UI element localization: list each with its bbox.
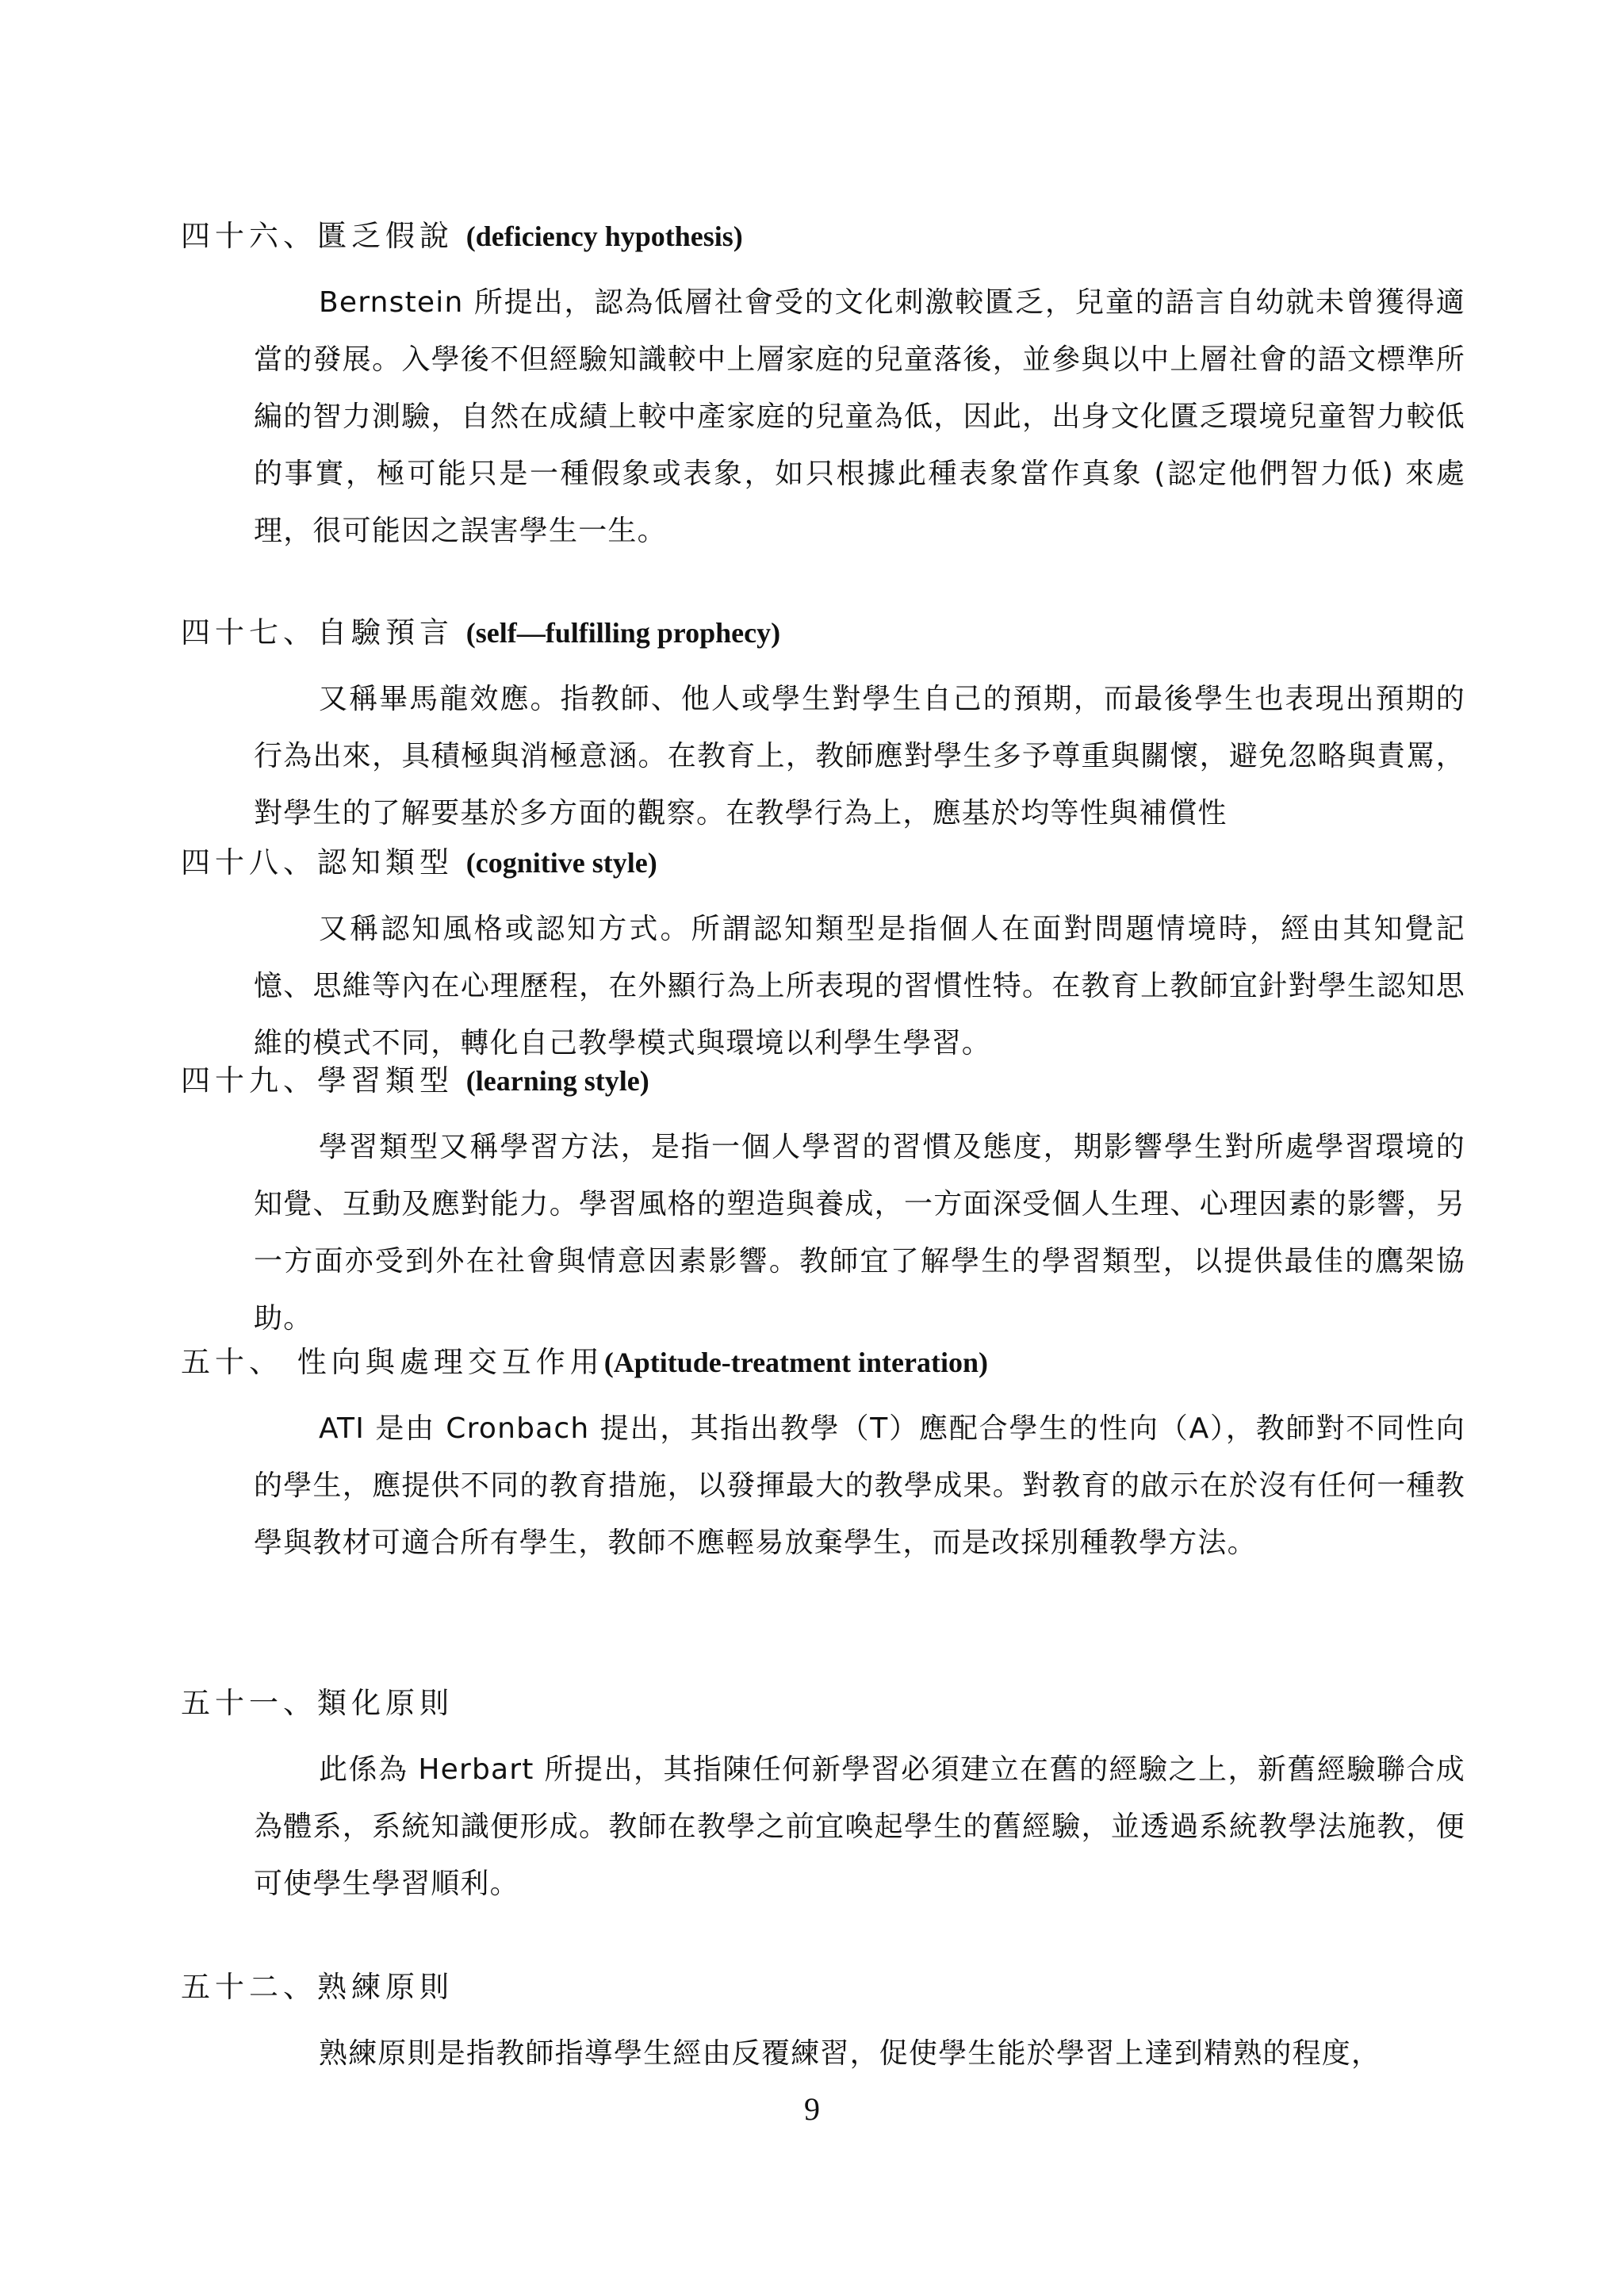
- heading-term: 四十九、學習類型: [181, 1063, 454, 1098]
- heading-english-term: (self—fulfilling prophecy): [465, 617, 781, 649]
- entry-paragraph: 學習類型又稱學習方法，是指一個人學習的習慣及態度，期影響學生對所處學習環境的知覺、互動及應對能力。學習風格的塑造與養成，一方面深受個人生理、心理因素的影響，另一方面亦受到外在社會與情意因素影響。教師宜了解學生的學習類型，以提供最佳的鷹架協助。: [254, 1131, 1465, 1335]
- heading-english-term: (learning style): [465, 1065, 649, 1097]
- entry-paragraph: 又稱畢馬龍效應。指教師、他人或學生對學生自己的預期，而最後學生也表現出預期的行為出來，具積極與消極意涵。在教育上，教師應對學生多予尊重與關懷，避免忽略與責罵，對學生的了解要基於多方面的觀察。在教學行為上，應基於均等性與補償性: [254, 683, 1465, 829]
- heading-english-term: (cognitive style): [465, 847, 657, 879]
- heading-term: 五十一、類化原則: [181, 1686, 454, 1720]
- entry-paragraph: 又稱認知風格或認知方式。所謂認知類型是指個人在面對問題情境時，經由其知覺記憶、思維等內在心理歷程，在外顯行為上所表現的習慣性特。在教育上教師宜針對學生認知思維的模式不同，轉化自己教學模式與環境以利學生學習。: [254, 913, 1465, 1059]
- entry-heading: [181, 214, 1465, 259]
- entry-46: [181, 214, 1465, 588]
- entry-50: [181, 1340, 1465, 1600]
- page-number: 9: [804, 2091, 820, 2127]
- entry-47: [181, 611, 1465, 871]
- heading-english-term: (deficiency hypothesis): [465, 220, 743, 252]
- entry-heading: [181, 1965, 1465, 2010]
- heading-term: 五十、 性向與處理交互作用: [181, 1345, 604, 1379]
- entry-heading: [181, 1059, 1465, 1103]
- entry-heading: [181, 1340, 1465, 1385]
- heading-term: 四十七、自驗預言: [181, 615, 454, 649]
- entry-paragraph: 熟練原則是指教師指導學生經由反覆練習，促使學生能於學習上達到精熟的程度，: [319, 2037, 1381, 2070]
- heading-term: 四十八、認知類型: [181, 845, 454, 879]
- entry-paragraph: 此係為 Herbart 所提出，其指陳任何新學習必須建立在舊的經驗之上，新舊經驗聯合成為體系，系統知識便形成。教師在教學之前宜喚起學生的舊經驗，並透過系統教學法施教，便可使學生學習順利。: [254, 1753, 1465, 1900]
- entry-heading: [181, 1681, 1465, 1726]
- heading-term: 四十六、匱乏假說: [181, 219, 454, 253]
- heading-english-term: (Aptitude-treatment interation): [603, 1347, 988, 1378]
- entry-paragraph: ATI 是由 Cronbach 提出，其指出教學（T）應配合學生的性向（A），教師對不同性向的學生，應提供不同的教育措施，以發揮最大的教學成果。對教育的啟示在於沒有任何一種教學與教材可適合所有學生，教師不應輕易放棄學生，而是改採別種教學方法。: [254, 1412, 1465, 1559]
- entry-51: [181, 1681, 1465, 1941]
- entry-49: [181, 1059, 1465, 1376]
- entry-heading: [181, 841, 1465, 885]
- entry-heading: [181, 611, 1465, 655]
- entry-52: [181, 1965, 1465, 2111]
- entry-paragraph: Bernstein 所提出，認為低層社會受的文化刺激較匱乏，兒童的語言自幼就未曾獲得適當的發展。入學後不但經驗知識較中上層家庭的兒童落後，並參與以中上層社會的語文標準所編的智力測驗，自然在成績上較中產家庭的兒童為低，因此，出身文化匱乏環境兒童智力較低的事實，極可能只是一種假象或表象，如只根據此種表象當作真象 (認定他們智力低) 來處理，很可能因之誤害學生一生。: [254, 286, 1465, 547]
- heading-term: 五十二、熟練原則: [181, 1970, 454, 2004]
